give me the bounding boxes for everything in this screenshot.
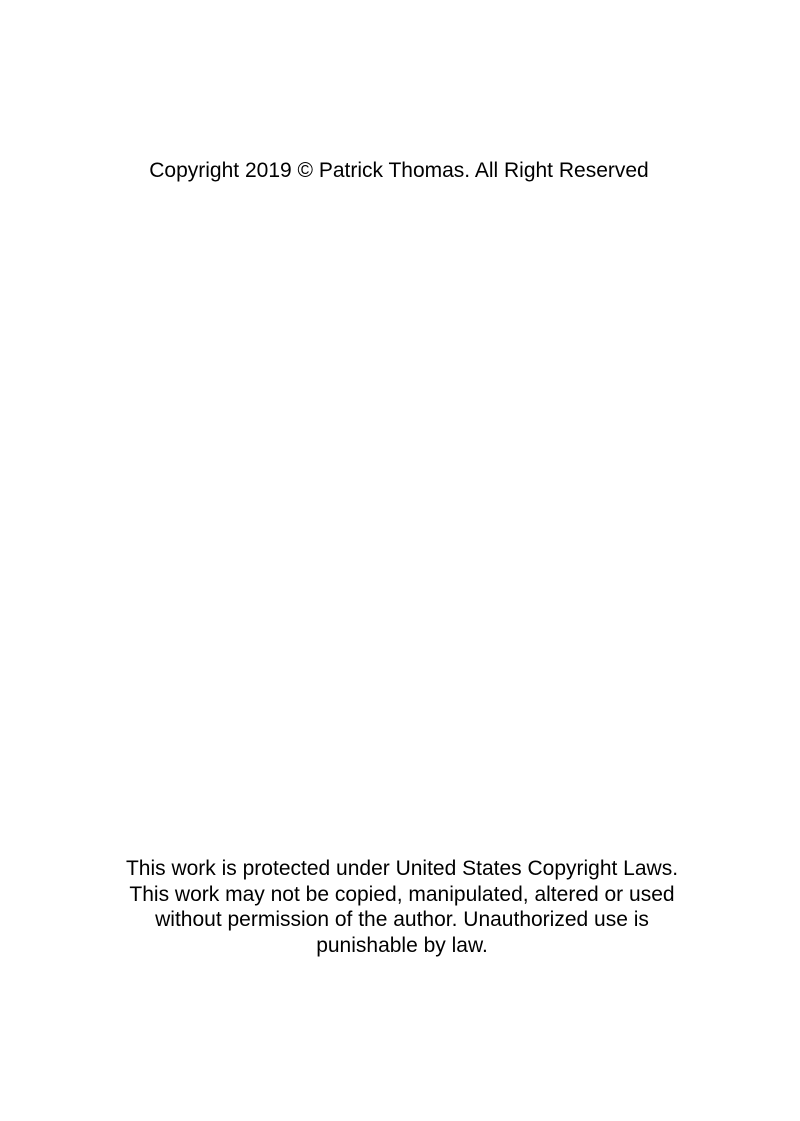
legal-notice-line: without permission of the author. Unauthorized use is: [155, 908, 649, 931]
legal-notice-line: punishable by law.: [316, 933, 488, 957]
legal-notice-line: This work may not be copied, manipulated, altered or used: [129, 882, 675, 906]
legal-notice: [0, 856, 800, 958]
copyright-statement: Copyright 2019 © Patrick Thomas. All Right Reserved: [149, 159, 649, 182]
legal-notice-line: This work is protected under United States Copyright Laws.: [125, 857, 679, 880]
